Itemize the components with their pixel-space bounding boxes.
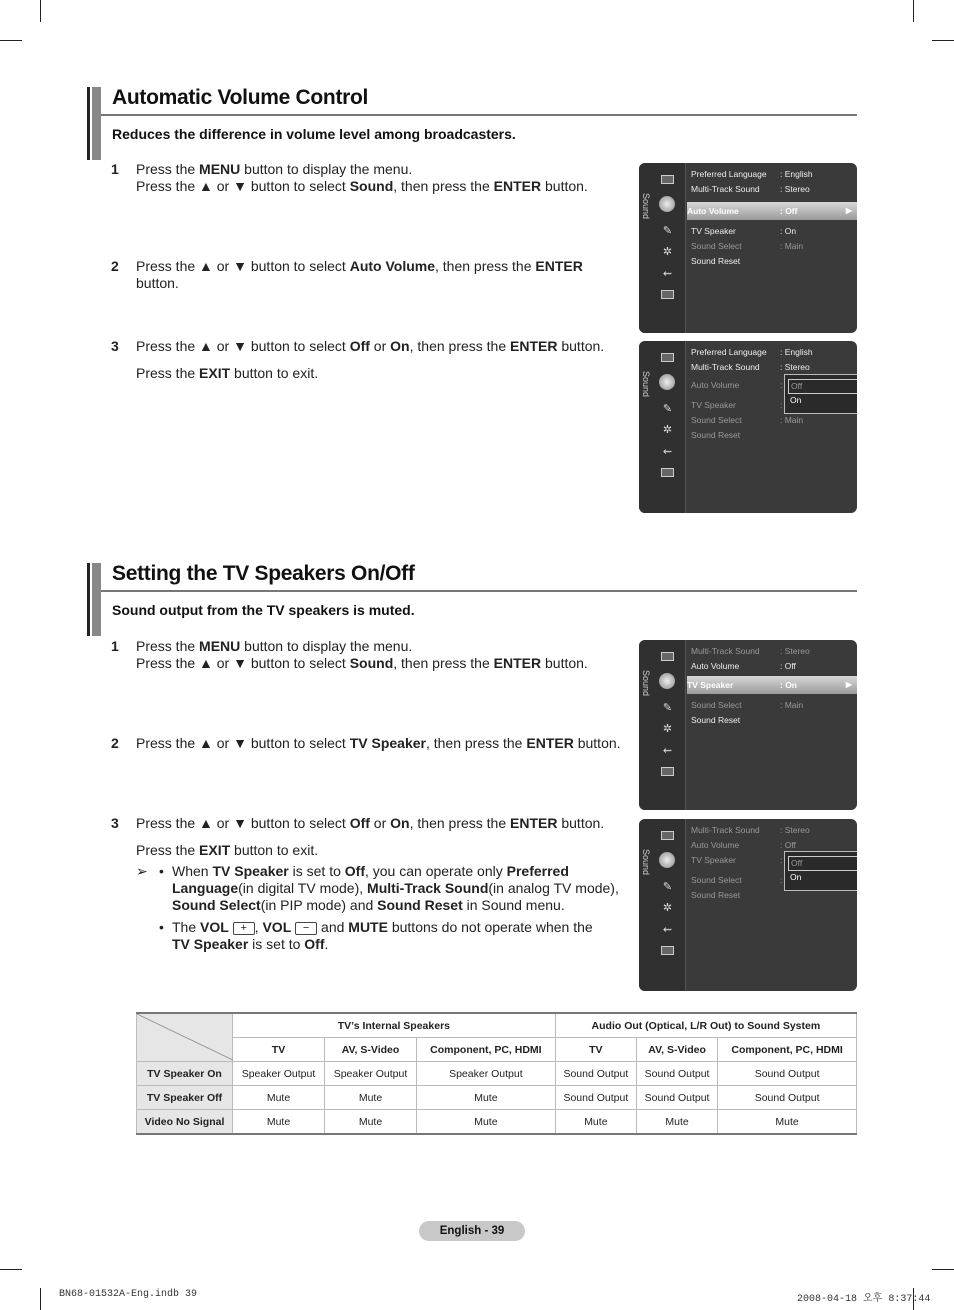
table-corner-cell bbox=[137, 1013, 233, 1062]
menu-item-value: : Main bbox=[780, 700, 804, 710]
vol-label: VOL bbox=[200, 919, 229, 935]
menu-item-value: : bbox=[780, 400, 783, 410]
table-row bbox=[137, 1110, 857, 1135]
menu-item-label: Auto Volume bbox=[691, 840, 740, 850]
table-cell: Mute bbox=[718, 1110, 857, 1135]
text-fragment: , then press the bbox=[393, 178, 494, 194]
mute-label: MUTE bbox=[348, 919, 388, 935]
step-text bbox=[136, 815, 626, 832]
application-icon bbox=[661, 946, 674, 955]
input-icon: ⇜ bbox=[662, 446, 673, 458]
menu-item-label: Auto Volume bbox=[687, 206, 739, 216]
submenu-arrow-icon: ▶ bbox=[845, 206, 852, 215]
step-number: 1 bbox=[111, 638, 119, 654]
text-fragment: Press the bbox=[136, 638, 200, 654]
menu-row bbox=[691, 713, 857, 727]
text-fragment: Press the bbox=[136, 842, 200, 858]
setup-icon: ✲ bbox=[662, 902, 673, 914]
input-icon: ⇜ bbox=[662, 268, 673, 280]
vol-down-icon: − bbox=[295, 922, 317, 935]
table-cell: Sound Output bbox=[555, 1086, 636, 1110]
text-fragment: button to exit. bbox=[230, 842, 319, 858]
setup-icon: ✲ bbox=[662, 723, 673, 735]
menu-row bbox=[691, 360, 857, 374]
text-fragment: , then press the bbox=[425, 735, 527, 751]
note-text bbox=[172, 863, 622, 914]
text-fragment: (in analog TV mode), bbox=[488, 880, 619, 896]
menu-item-label: Sound Reset bbox=[691, 430, 741, 440]
table-cell: Sound Output bbox=[555, 1062, 636, 1086]
menu-item-value: : Main bbox=[780, 241, 804, 251]
step-number: 2 bbox=[111, 258, 119, 274]
menu-item-label: TV Speaker bbox=[691, 855, 736, 865]
text-fragment: button to display the menu. bbox=[240, 161, 413, 177]
application-icon bbox=[661, 290, 674, 299]
channel-icon: ✎ bbox=[662, 225, 673, 237]
menu-row bbox=[691, 254, 857, 268]
table-row bbox=[137, 1086, 857, 1110]
step-text bbox=[136, 338, 626, 355]
footer-file-info: BN68-01532A-Eng.indb 39 bbox=[59, 1289, 198, 1300]
picture-icon bbox=[661, 175, 674, 184]
channel-icon: ✎ bbox=[662, 403, 673, 415]
menu-row bbox=[687, 202, 857, 220]
table-column-header: TV bbox=[555, 1038, 636, 1062]
menu-item-value: : Off bbox=[780, 840, 796, 850]
menu-item-value: : English bbox=[780, 169, 813, 179]
crop-mark bbox=[913, 0, 914, 22]
menu-row bbox=[691, 659, 857, 673]
bold-term: EXIT bbox=[199, 842, 231, 858]
menu-item-value: : Off bbox=[780, 661, 796, 671]
step-text bbox=[136, 161, 626, 195]
text-fragment: , then press the bbox=[409, 815, 511, 831]
menu-row bbox=[691, 428, 857, 442]
menu-category-label: Sound bbox=[641, 670, 651, 697]
bold-term: ENTER bbox=[493, 655, 542, 671]
bold-term: MENU bbox=[199, 161, 241, 177]
table-group-header: TV’s Internal Speakers bbox=[233, 1013, 556, 1038]
sound-icon bbox=[659, 374, 675, 390]
picture-icon bbox=[661, 353, 674, 362]
menu-row bbox=[691, 413, 857, 427]
channel-icon: ✎ bbox=[662, 702, 673, 714]
option-popup bbox=[784, 374, 857, 414]
option-item: On bbox=[790, 395, 802, 405]
input-icon: ⇜ bbox=[662, 924, 673, 936]
menu-item-value: : Stereo bbox=[780, 184, 810, 194]
text-fragment: Press the ▲ or ▼ button to select bbox=[136, 655, 350, 671]
text-fragment: or bbox=[369, 338, 391, 354]
step-number: 3 bbox=[111, 338, 119, 354]
sound-icon bbox=[659, 196, 675, 212]
option-item: On bbox=[790, 872, 802, 882]
option-item: Off bbox=[788, 856, 857, 871]
bold-term: TV Speaker bbox=[212, 863, 289, 879]
table-cell: Mute bbox=[555, 1110, 636, 1135]
crop-mark bbox=[932, 40, 954, 41]
text-fragment: button. bbox=[136, 275, 179, 291]
menu-item-label: TV Speaker bbox=[691, 226, 736, 236]
text-fragment: , then press the bbox=[409, 338, 511, 354]
text-fragment: or bbox=[369, 815, 391, 831]
bold-term: TV Speaker bbox=[349, 735, 426, 751]
menu-sidebar bbox=[639, 819, 686, 991]
text-fragment: button. bbox=[541, 178, 588, 194]
table-row-header: TV Speaker On bbox=[137, 1062, 233, 1086]
menu-item-value: : Main bbox=[780, 415, 804, 425]
text-fragment: button. bbox=[557, 338, 605, 354]
sound-icon bbox=[659, 852, 675, 868]
menu-row bbox=[691, 224, 857, 238]
menu-item-value: : On bbox=[780, 226, 797, 236]
bold-term: Off bbox=[349, 338, 370, 354]
menu-item-value: : bbox=[780, 875, 783, 885]
section-marker bbox=[87, 87, 101, 160]
bold-term: Sound bbox=[349, 655, 394, 671]
menu-item-value: : On bbox=[780, 680, 797, 690]
table-cell: Sound Output bbox=[718, 1062, 857, 1086]
text-fragment: button. bbox=[541, 655, 588, 671]
text-fragment: Press the ▲ or ▼ button to select bbox=[136, 815, 350, 831]
step-text bbox=[136, 258, 626, 292]
table-group-header: Audio Out (Optical, L/R Out) to Sound System bbox=[555, 1013, 856, 1038]
menu-row bbox=[691, 698, 857, 712]
bold-term: On bbox=[390, 815, 410, 831]
note-text-fragment: is set to bbox=[248, 936, 305, 952]
step-number: 2 bbox=[111, 735, 119, 751]
crop-mark bbox=[40, 1288, 41, 1310]
menu-item-value: : bbox=[780, 855, 783, 865]
table-cell: Sound Output bbox=[718, 1086, 857, 1110]
bold-term: Sound Select bbox=[172, 897, 261, 913]
bold-term: Sound Reset bbox=[377, 897, 463, 913]
off-label: Off bbox=[304, 936, 325, 952]
note-arrow-icon: ➢ bbox=[136, 863, 148, 879]
text-fragment: Press the ▲ or ▼ button to select bbox=[136, 735, 350, 751]
table-cell: Mute bbox=[325, 1110, 417, 1135]
option-popup bbox=[784, 851, 857, 891]
text-fragment: Press the bbox=[136, 161, 200, 177]
text-fragment: Press the ▲ or ▼ button to select bbox=[136, 338, 350, 354]
table-cell: Mute bbox=[233, 1110, 325, 1135]
footer-timestamp: 2008-04-18 오후 8:37:44 bbox=[797, 1294, 931, 1305]
bold-term: ENTER bbox=[493, 178, 542, 194]
section-marker bbox=[87, 563, 101, 636]
menu-item-label: Preferred Language bbox=[691, 347, 767, 357]
page-number-badge: English - 39 bbox=[419, 1221, 525, 1241]
menu-item-label: Multi-Track Sound bbox=[691, 184, 760, 194]
tv-menu-screen bbox=[639, 163, 857, 333]
menu-item-value: : English bbox=[780, 347, 813, 357]
note-text bbox=[172, 919, 622, 953]
menu-category-label: Sound bbox=[641, 849, 651, 876]
crop-mark bbox=[932, 1269, 954, 1270]
menu-item-value: : Stereo bbox=[780, 362, 810, 372]
exit-instruction bbox=[136, 842, 626, 859]
tv-menu-screen bbox=[639, 819, 857, 991]
text-fragment: (in PIP mode) and bbox=[260, 897, 378, 913]
menu-item-value: : Off bbox=[780, 206, 798, 216]
text-fragment: , you can operate only bbox=[364, 863, 507, 879]
note-text-fragment: buttons do not operate when the bbox=[387, 919, 593, 935]
text-fragment: in Sound menu. bbox=[462, 897, 565, 913]
section-title: Setting the TV Speakers On/Off bbox=[112, 562, 415, 585]
table-cell: Speaker Output bbox=[233, 1062, 325, 1086]
step-number: 3 bbox=[111, 815, 119, 831]
crop-mark bbox=[0, 1269, 22, 1270]
note-text-fragment: and bbox=[317, 919, 349, 935]
option-item: Off bbox=[788, 379, 857, 394]
setup-icon: ✲ bbox=[662, 246, 673, 258]
bold-term: ENTER bbox=[510, 338, 558, 354]
menu-sidebar bbox=[639, 640, 686, 810]
menu-item-label: Sound Reset bbox=[691, 256, 741, 266]
text-fragment: When bbox=[172, 863, 213, 879]
tv-menu-screen bbox=[639, 640, 857, 810]
text-fragment: Press the bbox=[136, 365, 200, 381]
application-icon bbox=[661, 767, 674, 776]
menu-item-label: Multi-Track Sound bbox=[691, 825, 760, 835]
text-fragment: is set to bbox=[288, 863, 345, 879]
menu-item-label: Sound Reset bbox=[691, 715, 741, 725]
vol-up-icon: + bbox=[233, 922, 255, 935]
note-text-fragment: . bbox=[324, 936, 329, 952]
menu-item-label: Auto Volume bbox=[691, 380, 740, 390]
menu-item-value: : Stereo bbox=[780, 646, 810, 656]
section-subtitle: Sound output from the TV speakers is muted. bbox=[112, 602, 415, 618]
section-rule bbox=[101, 114, 857, 116]
note-bullet: • bbox=[159, 919, 164, 935]
table-column-header: TV bbox=[233, 1038, 325, 1062]
bold-term: Multi-Track Sound bbox=[367, 880, 489, 896]
bold-term: Auto Volume bbox=[349, 258, 435, 274]
picture-icon bbox=[661, 652, 674, 661]
table-cell: Mute bbox=[233, 1086, 325, 1110]
sound-icon bbox=[659, 673, 675, 689]
section-title: Automatic Volume Control bbox=[112, 86, 369, 109]
bold-term: MENU bbox=[199, 638, 241, 654]
table-cell: Sound Output bbox=[636, 1086, 717, 1110]
input-icon: ⇜ bbox=[662, 745, 673, 757]
menu-item-value: : Stereo bbox=[780, 825, 810, 835]
menu-row bbox=[691, 239, 857, 253]
menu-item-label: TV Speaker bbox=[691, 400, 736, 410]
bold-term: On bbox=[390, 338, 410, 354]
table-row bbox=[137, 1062, 857, 1086]
bold-term: Off bbox=[349, 815, 370, 831]
text-fragment: Press the ▲ or ▼ button to select bbox=[136, 258, 350, 274]
crop-mark bbox=[40, 0, 41, 22]
menu-sidebar bbox=[639, 163, 686, 333]
menu-item-label: Sound Select bbox=[691, 700, 742, 710]
bold-term: EXIT bbox=[199, 365, 231, 381]
exit-instruction bbox=[136, 365, 626, 382]
menu-row bbox=[691, 838, 857, 852]
table-cell: Speaker Output bbox=[325, 1062, 417, 1086]
section-subtitle: Reduces the difference in volume level among broadcasters. bbox=[112, 126, 516, 142]
menu-item-label: Preferred Language bbox=[691, 169, 767, 179]
text-fragment: , then press the bbox=[435, 258, 536, 274]
note-text-fragment: , bbox=[254, 919, 263, 935]
tv-menu-screen bbox=[639, 341, 857, 513]
crop-mark bbox=[0, 40, 22, 41]
menu-item-label: Sound Reset bbox=[691, 890, 741, 900]
menu-item-label: Sound Select bbox=[691, 875, 742, 885]
text-fragment: Press the ▲ or ▼ button to select bbox=[136, 178, 350, 194]
note-text-fragment: The bbox=[172, 919, 201, 935]
picture-icon bbox=[661, 831, 674, 840]
menu-item-value: : bbox=[780, 380, 783, 390]
diagonal-line-icon bbox=[137, 1014, 233, 1062]
menu-row bbox=[687, 676, 857, 694]
text-fragment: button to display the menu. bbox=[240, 638, 413, 654]
table-cell: Sound Output bbox=[636, 1062, 717, 1086]
vol-label: VOL bbox=[262, 919, 292, 935]
menu-row bbox=[691, 167, 857, 181]
menu-item-label: Auto Volume bbox=[691, 661, 740, 671]
text-fragment: button. bbox=[557, 815, 605, 831]
note-bullet: • bbox=[159, 863, 164, 879]
step-text bbox=[136, 735, 626, 752]
menu-item-label: Sound Select bbox=[691, 241, 742, 251]
speaker-output-table bbox=[136, 1012, 857, 1135]
table-column-header: Component, PC, HDMI bbox=[417, 1038, 556, 1062]
setup-icon: ✲ bbox=[662, 424, 673, 436]
menu-row bbox=[691, 182, 857, 196]
text-fragment: , then press the bbox=[393, 655, 494, 671]
table-column-header: AV, S-Video bbox=[636, 1038, 717, 1062]
menu-row bbox=[691, 823, 857, 837]
menu-category-label: Sound bbox=[641, 371, 651, 398]
tv-speaker-label: TV Speaker bbox=[172, 936, 249, 952]
table-cell: Mute bbox=[636, 1110, 717, 1135]
step-text bbox=[136, 638, 626, 672]
table-cell: Mute bbox=[417, 1110, 556, 1135]
text-fragment: button to exit. bbox=[230, 365, 319, 381]
channel-icon: ✎ bbox=[662, 881, 673, 893]
menu-row bbox=[691, 345, 857, 359]
table-row-header: TV Speaker Off bbox=[137, 1086, 233, 1110]
step-number: 1 bbox=[111, 161, 119, 177]
bold-term: Preferred Language bbox=[172, 863, 569, 896]
menu-item-label: Multi-Track Sound bbox=[691, 362, 760, 372]
bold-term: ENTER bbox=[510, 815, 558, 831]
bold-term: Off bbox=[344, 863, 365, 879]
menu-row bbox=[691, 644, 857, 658]
section-rule bbox=[101, 590, 857, 592]
bold-term: ENTER bbox=[535, 258, 583, 274]
menu-sidebar bbox=[639, 341, 686, 513]
table-row-header: Video No Signal bbox=[137, 1110, 233, 1135]
table-column-header: Component, PC, HDMI bbox=[718, 1038, 857, 1062]
table-column-header: AV, S-Video bbox=[325, 1038, 417, 1062]
menu-category-label: Sound bbox=[641, 193, 651, 220]
application-icon bbox=[661, 468, 674, 477]
submenu-arrow-icon: ▶ bbox=[845, 680, 852, 689]
menu-item-label: Sound Select bbox=[691, 415, 742, 425]
bold-term: ENTER bbox=[526, 735, 574, 751]
bold-term: Sound bbox=[349, 178, 394, 194]
text-fragment: button. bbox=[573, 735, 621, 751]
menu-item-label: Multi-Track Sound bbox=[691, 646, 760, 656]
menu-item-label: TV Speaker bbox=[687, 680, 734, 690]
table-cell: Mute bbox=[417, 1086, 556, 1110]
table-cell: Speaker Output bbox=[417, 1062, 556, 1086]
text-fragment: (in digital TV mode), bbox=[238, 880, 368, 896]
table-cell: Mute bbox=[325, 1086, 417, 1110]
